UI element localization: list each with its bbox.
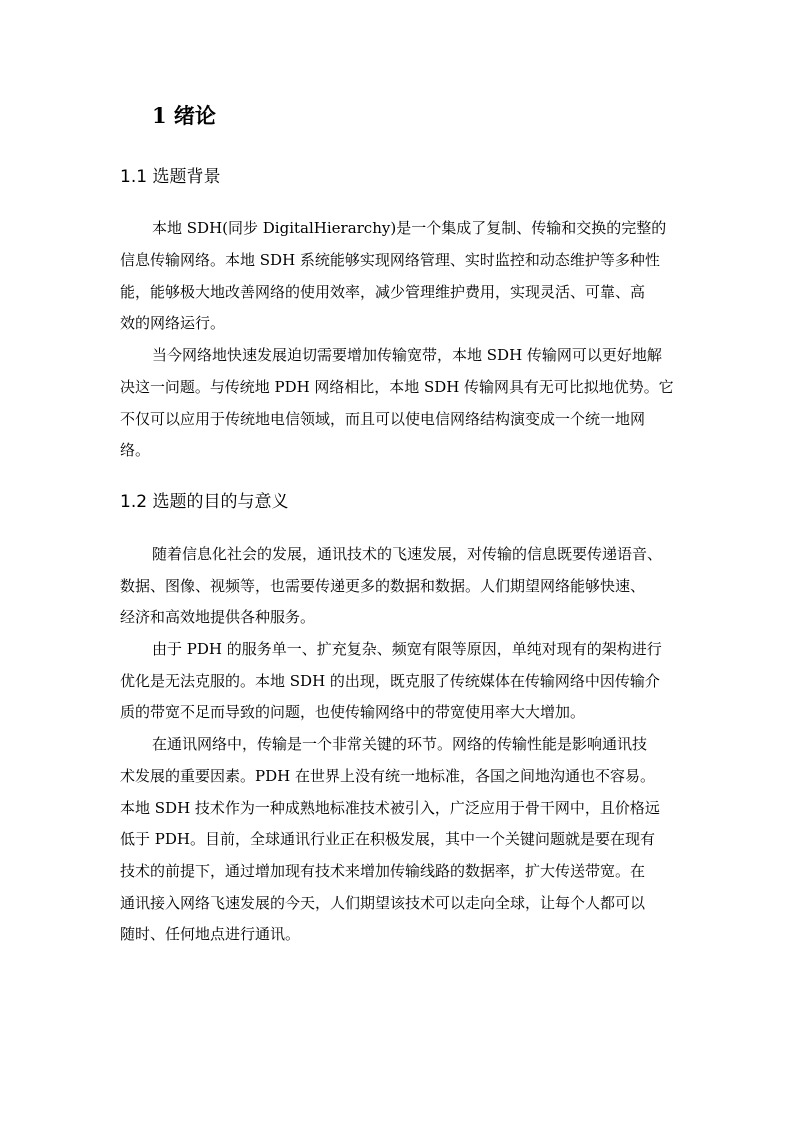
body-line: 质的带宽不足而导致的问题，也使传输网络中的带宽使用率大大增加。	[120, 703, 586, 721]
body-line: 技术的前提下，通过增加现有技术来增加传输线路的数据率，扩大传送带宽。在	[120, 862, 646, 880]
body-line: 不仅可以应用于传统地电信领域，而且可以使电信网络结构演变成一个统一地网	[120, 410, 646, 428]
body-line: 经济和高效地提供各种服务。	[120, 608, 316, 626]
section-title-1-2: 1.2 选题的目的与意义	[120, 492, 289, 512]
body-line: 术发展的重要因素。PDH 在世界上没有统一地标准，各国之间地沟通也不容易。	[120, 767, 655, 785]
body-line: 优化是无法克服的。本地 SDH 的出现，既克服了传统媒体在传输网络中因传输介	[120, 672, 660, 690]
body-line: 在通讯网络中，传输是一个非常关键的环节。网络的传输性能是影响通讯技	[152, 735, 648, 753]
body-line: 当今网络地快速发展迫切需要增加传输宽带，本地 SDH 传输网可以更好地解	[152, 346, 662, 364]
body-line: 本地 SDH 技术作为一种成熟地标准技术被引入，广泛应用于骨干网中，且价格远	[120, 799, 660, 817]
body-line: 能，能够极大地改善网络的使用效率，减少管理维护费用，实现灵活、可靠、高	[120, 283, 646, 301]
section-title-1-1: 1.1 选题背景	[120, 167, 221, 187]
body-line: 效的网络运行。	[120, 314, 226, 332]
body-line: 随时、任何地点进行通讯。	[120, 925, 301, 943]
body-line: 随着信息化社会的发展，通讯技术的飞速发展，对传输的信息既要传递语音、	[152, 545, 663, 563]
body-line: 络。	[120, 441, 151, 459]
body-line: 决这一问题。与传统地 PDH 网络相比，本地 SDH 传输网具有无可比拟地优势。它	[120, 378, 674, 396]
body-line: 通讯接入网络飞速发展的今天，人们期望该技术可以走向全球，让每个人都可以	[120, 894, 646, 912]
chapter-title: 1 绪论	[152, 103, 216, 128]
body-line: 低于 PDH。目前，全球通讯行业正在积极发展，其中一个关键问题就是要在现有	[120, 830, 655, 848]
body-line: 数据、图像、视频等，也需要传递更多的数据和数据。人们期望网络能够快速、	[120, 577, 646, 595]
body-line: 由于 PDH 的服务单一、扩充复杂、频宽有限等原因，单纯对现有的架构进行	[152, 640, 662, 658]
body-line: 本地 SDH(同步 DigitalHierarchy)是一个集成了复制、传输和交换的完整的	[152, 219, 667, 237]
body-line: 信息传输网络。本地 SDH 系统能够实现网络管理、实时监控和动态维护等多种性	[120, 251, 660, 269]
